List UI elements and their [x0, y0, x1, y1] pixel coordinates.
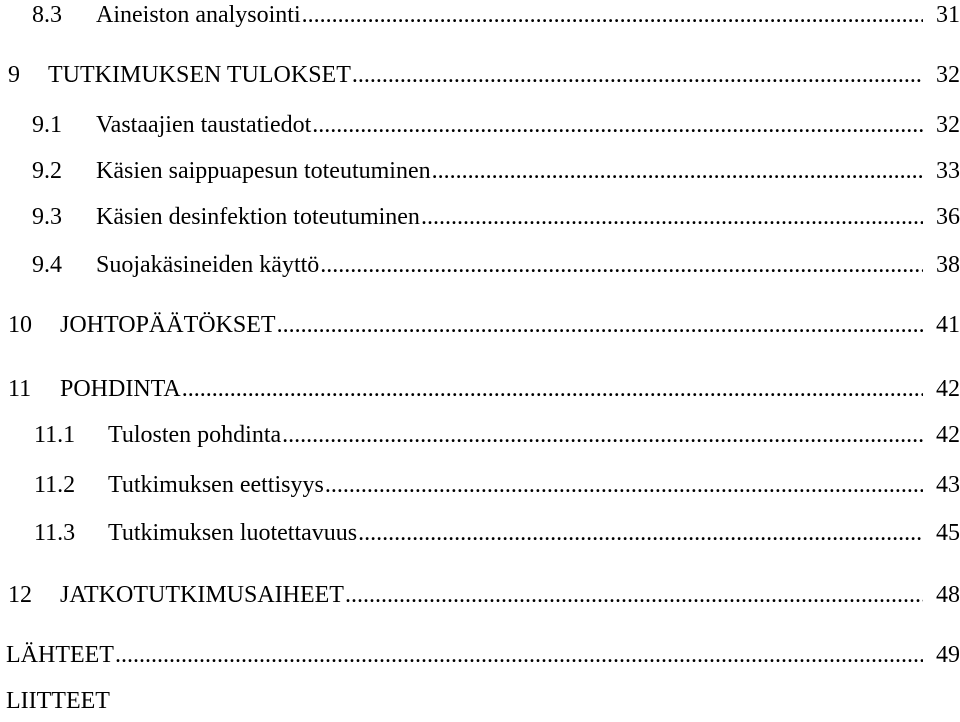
toc-entry-page: 45	[936, 520, 960, 546]
toc-entry-page: 42	[936, 422, 960, 448]
toc-entry[interactable]	[0, 470, 960, 506]
toc-entry-title: JATKOTUTKIMUSAIHEET	[60, 582, 344, 608]
dot-leader	[432, 156, 923, 186]
toc-entry[interactable]	[0, 518, 960, 554]
toc-entry-page: 42	[936, 376, 960, 402]
toc-entry[interactable]	[0, 310, 960, 346]
dot-leader	[115, 640, 923, 670]
dot-leader	[352, 60, 923, 90]
dot-leader	[277, 310, 923, 340]
toc-entry-page: 48	[936, 582, 960, 608]
toc-entry-page: 32	[936, 112, 960, 138]
dot-leader	[302, 0, 923, 30]
toc-entry[interactable]	[0, 640, 960, 676]
toc-entry-title: LÄHTEET	[6, 642, 114, 668]
toc-entry-title: Tulosten pohdinta	[108, 422, 282, 448]
toc-entry-number: 9.3	[32, 204, 62, 230]
toc-entry-title: TUTKIMUKSEN TULOKSET	[48, 62, 351, 88]
toc-entry-page: 33	[936, 158, 960, 184]
toc-entry-number: 9.2	[32, 158, 62, 184]
dot-leader	[345, 580, 923, 610]
toc-entry-title: Käsien desinfektion toteutuminen	[96, 204, 420, 230]
dot-leader	[325, 470, 923, 500]
toc-entry[interactable]	[0, 580, 960, 616]
dot-leader	[320, 250, 923, 280]
toc-entry-page: 38	[936, 252, 960, 278]
toc-entry-page: 49	[936, 642, 960, 668]
toc-entry-number: 9.1	[32, 112, 62, 138]
toc-entry[interactable]	[0, 60, 960, 96]
toc-entry[interactable]	[0, 110, 960, 146]
toc-entry-number: 11.2	[34, 472, 76, 498]
toc-entry-number: 9.4	[32, 252, 62, 278]
toc-entry-number: 11.1	[34, 422, 76, 448]
toc-entry[interactable]	[0, 686, 960, 722]
toc-entry-title: Vastaajien taustatiedot	[96, 112, 312, 138]
toc-entry-number: 11	[8, 376, 32, 402]
toc-entry[interactable]	[0, 374, 960, 410]
toc-entry-number: 11.3	[34, 520, 76, 546]
toc-entry-number: 8.3	[32, 2, 62, 28]
toc-entry-number: 10	[8, 312, 32, 338]
toc-entry-page: 41	[936, 312, 960, 338]
toc-entry[interactable]	[0, 250, 960, 286]
toc-entry[interactable]	[0, 420, 960, 456]
dot-leader	[182, 374, 923, 404]
toc-entry-title: Käsien saippuapesun toteutuminen	[96, 158, 431, 184]
toc-entry-title: Aineiston analysointi	[96, 2, 301, 28]
toc-entry-title: Suojakäsineiden käyttö	[96, 252, 320, 278]
toc-entry-page: 32	[936, 62, 960, 88]
dot-leader	[358, 518, 923, 548]
toc-entry-page: 36	[936, 204, 960, 230]
dot-leader	[421, 202, 923, 232]
toc-entry-page: 31	[936, 2, 960, 28]
dot-leader	[312, 110, 923, 140]
toc-entry[interactable]	[0, 156, 960, 192]
toc-entry-title: POHDINTA	[60, 376, 181, 402]
toc-entry[interactable]	[0, 0, 960, 36]
toc-entry-page: 43	[936, 472, 960, 498]
toc-entry-number: 12	[8, 582, 32, 608]
dot-leader	[282, 420, 923, 450]
toc-entry-title: JOHTOPÄÄTÖKSET	[60, 312, 276, 338]
toc-entry[interactable]	[0, 202, 960, 238]
toc-entry-title: Tutkimuksen eettisyys	[108, 472, 324, 498]
toc-entry-title: Tutkimuksen luotettavuus	[108, 520, 358, 546]
toc-entry-title: LIITTEET	[6, 688, 110, 714]
toc-entry-number: 9	[8, 62, 20, 88]
